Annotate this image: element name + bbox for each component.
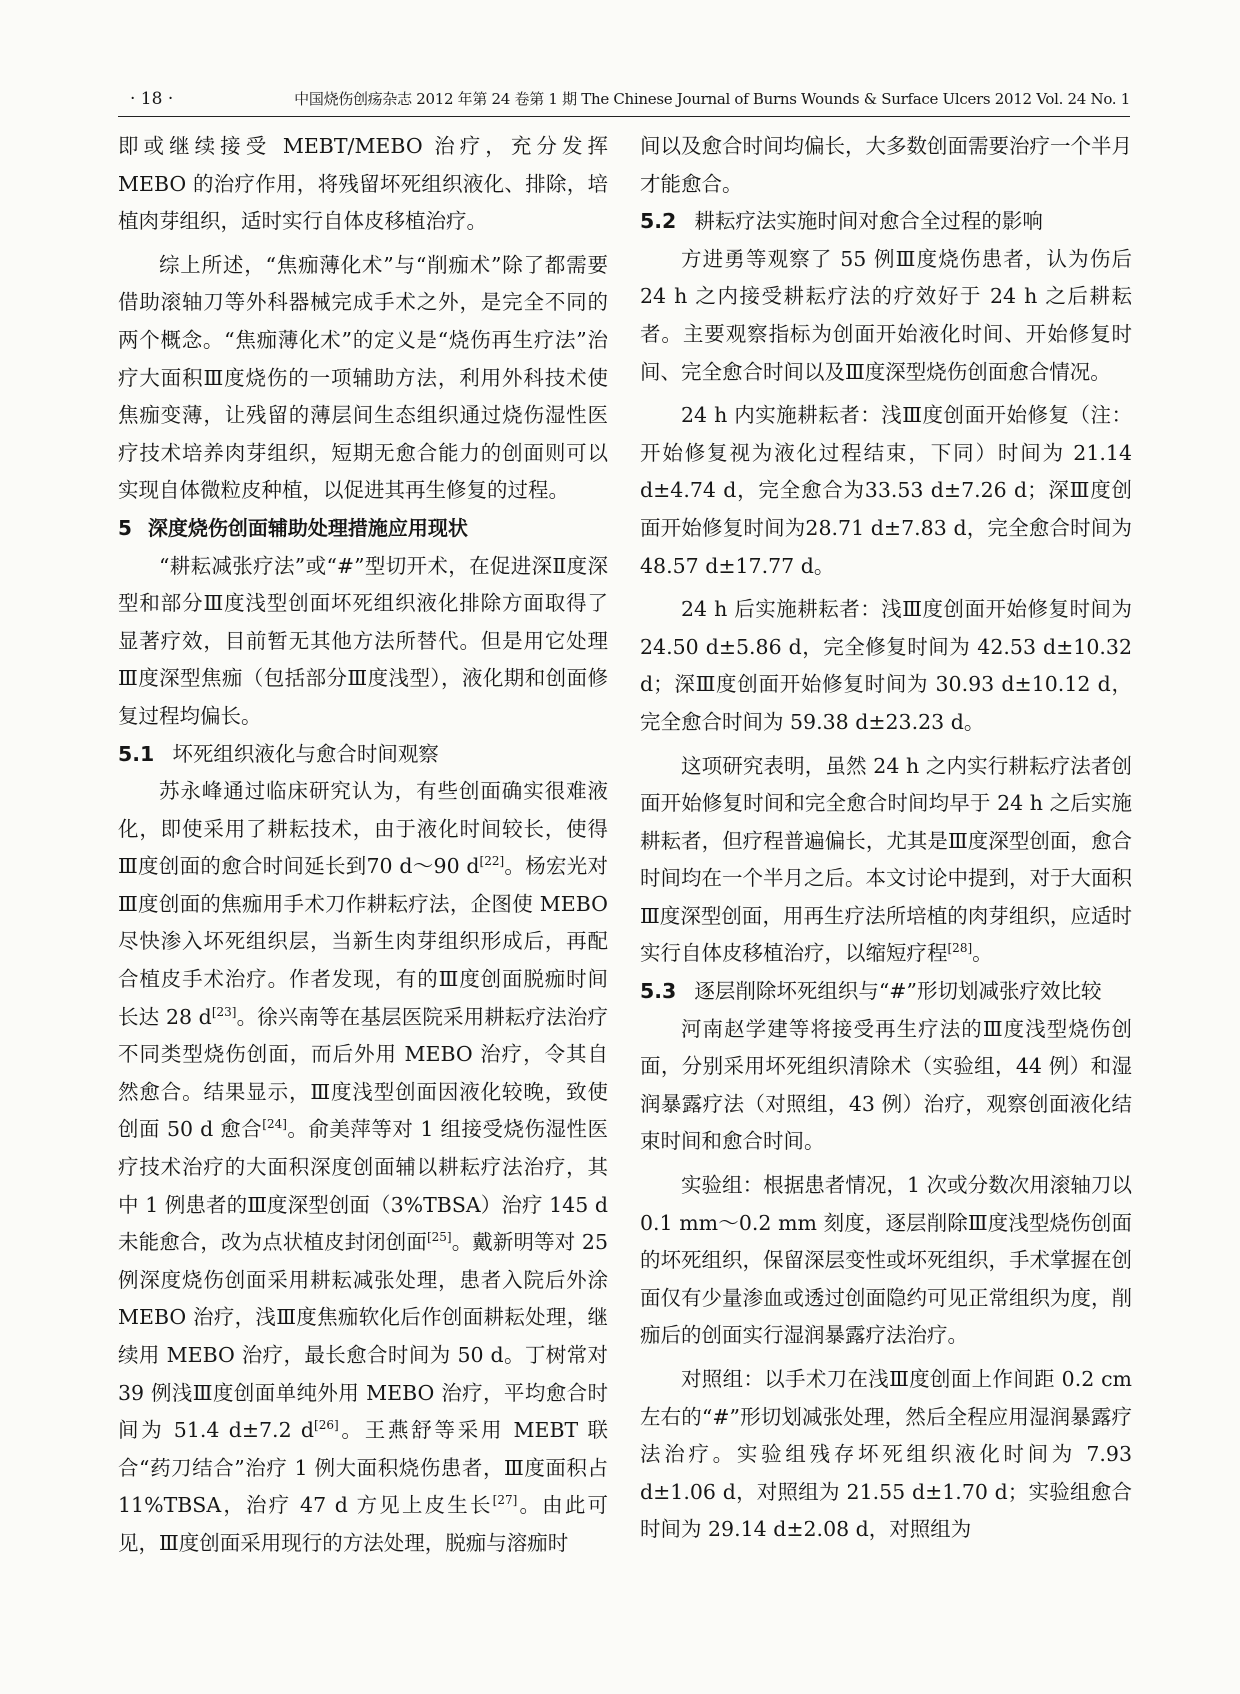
paragraph: “耕耘减张疗法”或“#”型切开术，在促进深Ⅱ度深型和部分Ⅲ度浅型创面坏死组织液化排除方面取得了显著疗效，目前暂无其他方法所替代。但是用它处理Ⅲ度深型焦痂（包括部分Ⅲ度浅型），液化期和创面修复过程均偏长。 <box>118 553 608 728</box>
citation-ref: [27] <box>492 1493 518 1508</box>
paragraph: 方进勇等观察了 55 例Ⅲ度烧伤患者，认为伤后 24 h 之内接受耕耘疗法的疗效好于 24 h 之后耕耘者。主要观察指标为创面开始液化时间、开始修复时间、完全愈合时间以及Ⅲ度深型烧伤创面愈合情况。 <box>640 246 1132 384</box>
subsection-number: 5.3 <box>640 979 677 1004</box>
subsection-title: 坏死组织液化与愈合时间观察 <box>172 741 439 766</box>
paragraph: 24 h 后实施耕耘者：浅Ⅲ度创面开始修复时间为 24.50 d±5.86 d，完全修复时间为 42.53 d±10.32 d；深Ⅲ度创面开始修复时间为 30.93 d±10.12 d，完全愈合时间为 59.38 d±23.23 d。 <box>640 597 1132 734</box>
running-header <box>118 82 1130 117</box>
citation-ref: [22] <box>479 854 505 869</box>
section-title: 深度烧伤创面辅助处理措施应用现状 <box>147 515 468 540</box>
paragraph <box>118 773 608 1562</box>
right-column <box>640 128 1132 1549</box>
page-number: · 18 · <box>130 89 174 109</box>
section-heading <box>118 510 608 548</box>
left-column <box>118 128 608 1563</box>
paragraph: 河南赵学建等将接受再生疗法的Ⅲ度浅型烧伤创面，分别采用坏死组织清除术（实验组，44 例）和湿润暴露疗法（对照组，43 例）治疗，观察创面液化结束时间和愈合时间。 <box>640 1016 1132 1154</box>
citation-ref: [28] <box>947 941 973 956</box>
text-run: 。杨宏光对Ⅲ度创面的焦痂用手术刀作耕耘疗法，企图使 MEBO 尽快渗入坏死组织层，当新生肉芽组织形成后，再配合植皮手术治疗。作者发现，有的Ⅲ度创面脱痂时间长达 28 d <box>118 854 608 1029</box>
citation-ref: [24] <box>262 1117 287 1132</box>
text-run: 。戴新明等对 25 例深度烧伤创面采用耕耘减张处理，患者入院后外涂 MEBO 治疗，浅Ⅲ度焦痂软化后作创面耕耘处理，继续用 MEBO 治疗，最长愈合时间为 50 d。丁树常对 39 例浅Ⅲ度创面单纯外用 MEBO 治疗，平均愈合时间为 51.4 d±7.2 d <box>118 1230 608 1443</box>
section-number: 5 <box>118 515 132 540</box>
text-run: 苏永峰通过临床研究认为，有些创面确实很难液化，即使采用了耕耘技术，由于液化时间较长，使得Ⅲ度创面的愈合时间延长到70 d～90 d <box>118 779 608 879</box>
text-run: 这项研究表明，虽然 24 h 之内实行耕耘疗法者创面开始修复时间和完全愈合时间均早于 24 h 之后实施耕耘者，但疗程普遍偏长，尤其是Ⅲ度深型创面，愈合时间均在一个半月之后。本文讨论中提到，对于大面积Ⅲ度深型创面，用再生疗法所培植的肉芽组织，应适时实行自体皮移植治疗，以缩短疗程 <box>640 753 1132 966</box>
paragraph: 实验组：根据患者情况，1 次或分数次用滚轴刀以 0.1 mm～0.2 mm 刻度，逐层削除Ⅲ度浅型烧伤创面的坏死组织，保留深层变性或坏死组织，手术掌握在创面仅有少量渗血或透过创面隐约可见正常组织为度，削痂后的创面实行湿润暴露疗法治疗。 <box>640 1173 1132 1348</box>
citation-ref: [23] <box>211 1004 237 1019</box>
paragraph: 24 h 内实施耕耘者：浅Ⅲ度创面开始修复（注：开始修复视为液化过程结束，下同）时间为 21.14 d±4.74 d，完全愈合为33.53 d±7.26 d；深Ⅲ度创面开始修复时间为28.71 d±7.83 d，完全愈合时间为48.57 d±17.77 d。 <box>640 403 1132 578</box>
text-run: 。 <box>972 941 993 966</box>
subsection-number: 5.1 <box>118 741 155 766</box>
text-run: 。由此可见，Ⅲ度创面采用现行的方法处理，脱痂与溶痂时 <box>118 1493 608 1555</box>
citation-ref: [25] <box>426 1230 452 1245</box>
paragraph <box>640 748 1132 974</box>
subsection-number: 5.2 <box>640 209 677 234</box>
paragraph: 对照组：以手术刀在浅Ⅲ度创面上作间距 0.2 cm左右的“#”形切划减张处理，然后全程应用湿润暴露疗法治疗。实验组残存坏死组织液化时间为 7.93 d±1.06 d，对照组为 21.55 d±1.70 d；实验组愈合时间为 29.14 d±2.08 d，对照组为 <box>640 1367 1132 1542</box>
text-run: 。王燕舒等采用 MEBT 联合“药刀结合”治疗 1 例大面积烧伤患者，Ⅲ度面积占 11%TBSA，治疗 47 d 方见上皮生长 <box>118 1418 609 1518</box>
journal-citation: 中国烧伤创疡杂志 2012 年第 24 卷第 1 期 The Chinese Journal of Burns Wounds & Surface Ulcers 2012 Vol. 24 No. 1 <box>294 90 1130 108</box>
citation-ref: [26] <box>314 1418 339 1433</box>
subsection-heading <box>640 973 1132 1011</box>
subsection-heading <box>640 203 1132 241</box>
text-run: 。俞美萍等对 1 组接受烧伤湿性医疗技术治疗的大面积深度创面辅以耕耘疗法治疗，其中 1 例患者的Ⅲ度深型创面（3%TBSA）治疗 145 d 未能愈合，改为点状植皮封闭创面 <box>118 1117 608 1255</box>
paragraph: 即或继续接受 MEBT/MEBO 治疗，充分发挥 MEBO 的治疗作用，将残留坏死组织液化、排除，培植肉芽组织，适时实行自体皮移植治疗。 <box>118 134 608 234</box>
paragraph: 综上所述，“焦痂薄化术”与“削痂术”除了都需要借助滚轴刀等外科器械完成手术之外，是完全不同的两个概念。“焦痂薄化术”的定义是“烧伤再生疗法”治疗大面积Ⅲ度烧伤的一项辅助方法，利用外科技术使焦痂变薄，让残留的薄层间生态组织通过烧伤湿性医疗技术培养肉芽组织，短期无愈合能力的创面则可以实现自体微粒皮种植，以促进其再生修复的过程。 <box>118 252 608 503</box>
text-run: 。徐兴南等在基层医院采用耕耘疗法治疗不同类型烧伤创面，而后外用 MEBO 治疗，令其自然愈合。结果显示，Ⅲ度浅型创面因液化较晚，致使创面 50 d 愈合 <box>118 1004 608 1142</box>
paragraph: 间以及愈合时间均偏长，大多数创面需要治疗一个半月才能愈合。 <box>640 134 1132 196</box>
subsection-title: 逐层削除坏死组织与“#”形切划减张疗效比较 <box>694 979 1102 1004</box>
subsection-title: 耕耘疗法实施时间对愈合全过程的影响 <box>694 209 1043 234</box>
subsection-heading <box>118 736 608 774</box>
